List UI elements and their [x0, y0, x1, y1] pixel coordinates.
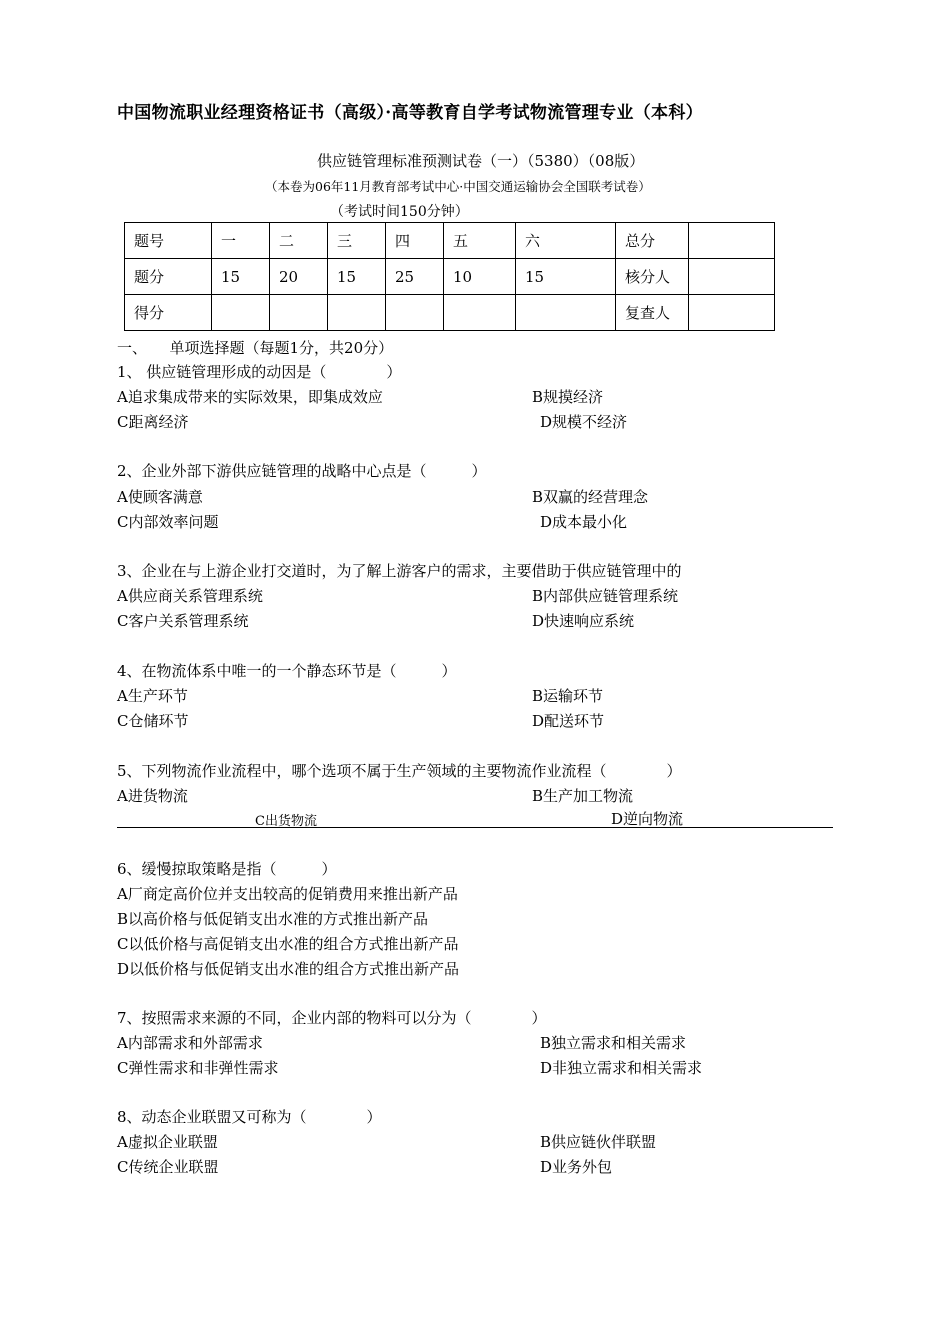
option-d: D逆向物流 [611, 810, 684, 828]
option-a: A内部需求和外部需求 [117, 1034, 263, 1052]
score-cell: 四 [386, 223, 444, 259]
option-b: B生产加工物流 [532, 787, 634, 805]
option-d: D快速响应系统 [532, 612, 635, 630]
option-b: B规摸经济 [532, 388, 604, 406]
option-b: B运输环节 [532, 687, 604, 705]
option-d: D非独立需求和相关需求 [540, 1059, 703, 1077]
option-b: B内部供应链管理系统 [532, 587, 679, 605]
exam-note: （本卷为06年11月教育部考试中心·中国交通运输协会全国联考试卷） [265, 179, 651, 194]
option-a: A使顾客满意 [117, 488, 203, 506]
score-table-row [125, 259, 775, 295]
score-cell [328, 295, 386, 331]
question-stem: 6、缓慢掠取策略是指（ ） [117, 860, 337, 878]
score-cell [689, 295, 775, 331]
document-title: 中国物流职业经理资格证书（高级）·高等教育自学考试物流管理专业（本科） [117, 103, 703, 123]
score-cell: 20 [270, 259, 328, 295]
score-cell [270, 295, 328, 331]
option-a: A进货物流 [117, 787, 188, 805]
option-b: B以高价格与低促销支出水准的方式推出新产品 [117, 910, 429, 928]
score-cell: 题号 [125, 223, 212, 259]
option-c: C出货物流 [255, 814, 317, 829]
score-cell: 六 [516, 223, 616, 259]
score-cell: 一 [212, 223, 270, 259]
exam-time: （考试时间150分钟） [330, 204, 469, 220]
option-c: C仓储环节 [117, 712, 189, 730]
exam-subtitle: 供应链管理标准预测试卷（一）（5380）（08版） [317, 152, 645, 170]
option-b: B双赢的经营理念 [532, 488, 649, 506]
option-a: A追求集成带来的实际效果，即集成效应 [117, 388, 383, 406]
option-d: D成本最小化 [540, 513, 628, 531]
option-c: C传统企业联盟 [117, 1158, 219, 1176]
option-a: A供应商关系管理系统 [117, 587, 263, 605]
option-d: D配送环节 [532, 712, 605, 730]
score-cell: 得分 [125, 295, 212, 331]
score-cell: 25 [386, 259, 444, 295]
score-table [124, 222, 775, 331]
option-d: D以低价格与低促销支出水准的组合方式推出新产品 [117, 960, 460, 978]
question-stem: 1、 供应链管理形成的动因是（ ） [117, 363, 402, 381]
score-cell: 15 [212, 259, 270, 295]
question-stem: 2、企业外部下游供应链管理的战略中心点是（ ） [117, 462, 487, 480]
option-c: C客户关系管理系统 [117, 612, 249, 630]
score-table-row [125, 295, 775, 331]
question-stem: 5、下列物流作业流程中，哪个选项不属于生产领域的主要物流作业流程（ ） [117, 762, 682, 780]
question-stem: 4、在物流体系中唯一的一个静态环节是（ ） [117, 662, 457, 680]
question-stem: 3、企业在与上游企业打交道时，为了解上游客户的需求，主要借助于供应链管理中的 [117, 562, 682, 580]
score-cell [212, 295, 270, 331]
score-cell [444, 295, 516, 331]
option-a: A厂商定高价位并支出较高的促销费用来推出新产品 [117, 885, 458, 903]
score-cell: 复查人 [616, 295, 689, 331]
score-cell: 15 [328, 259, 386, 295]
score-table-row [125, 223, 775, 259]
score-cell: 总分 [616, 223, 689, 259]
horizontal-rule [117, 827, 833, 828]
question-stem: 7、按照需求来源的不同，企业内部的物料可以分为（ ） [117, 1009, 547, 1027]
score-cell: 核分人 [616, 259, 689, 295]
question-stem: 8、动态企业联盟又可称为（ ） [117, 1108, 382, 1126]
score-cell: 10 [444, 259, 516, 295]
option-b: B供应链伙伴联盟 [540, 1133, 657, 1151]
score-cell: 题分 [125, 259, 212, 295]
score-cell [386, 295, 444, 331]
option-c: C以低价格与高促销支出水准的组合方式推出新产品 [117, 935, 459, 953]
option-c: C弹性需求和非弹性需求 [117, 1059, 279, 1077]
option-d: D业务外包 [540, 1158, 613, 1176]
score-cell: 三 [328, 223, 386, 259]
score-cell [689, 259, 775, 295]
score-cell: 二 [270, 223, 328, 259]
score-cell: 五 [444, 223, 516, 259]
option-d: D规模不经济 [540, 413, 628, 431]
option-c: C距离经济 [117, 413, 189, 431]
option-a: A虚拟企业联盟 [117, 1133, 218, 1151]
option-c: C内部效率问题 [117, 513, 219, 531]
section-heading: 一、 单项选择题（每题1分，共20分） [117, 339, 394, 357]
score-cell [689, 223, 775, 259]
score-cell: 15 [516, 259, 616, 295]
option-a: A生产环节 [117, 687, 188, 705]
option-b: B独立需求和相关需求 [540, 1034, 687, 1052]
score-cell [516, 295, 616, 331]
